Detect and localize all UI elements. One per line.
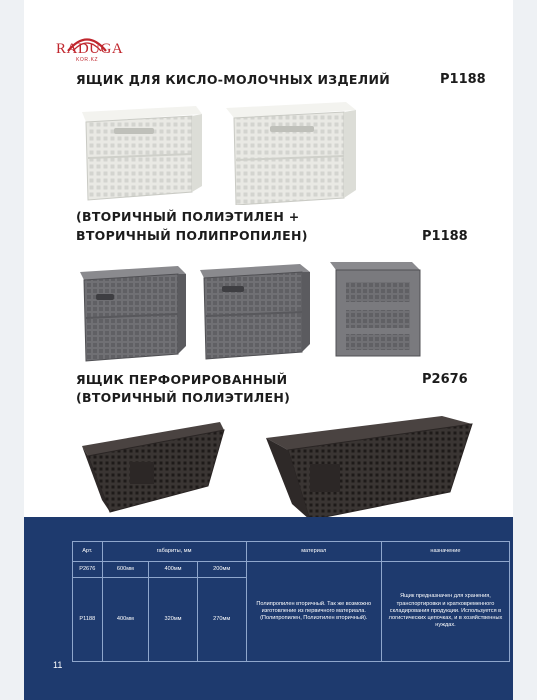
- purpose-cell: Ящик предназначен для хранения, транспортировки и кратковременного складирования продукции. Используется в логистических цепочках, и в хозяйственных нуждах.: [381, 562, 509, 662]
- material-cell: Полипропилен вторичный. Так же возможно изготовление из первичного материала. (Полипропилен, Полиэтилен вторичный).: [246, 562, 381, 662]
- catalog-sheet: [24, 0, 513, 700]
- row-2-length: 400мм: [102, 578, 149, 662]
- header-material: материал: [246, 542, 381, 562]
- product-3-title-line-2: (ВТОРИЧНЫЙ ПОЛИЭТИЛЕН): [76, 390, 291, 405]
- grey-crates-image: [74, 258, 424, 363]
- product-2-code: P1188: [422, 229, 468, 244]
- table-row: [73, 562, 510, 578]
- product-2-title-line-1: (ВТОРИЧНЫЙ ПОЛИЭТИЛЕН +: [76, 209, 300, 224]
- product-1-title: ЯЩИК ДЛЯ КИСЛО-МОЛОЧНЫХ ИЗДЕЛИЙ: [76, 72, 390, 87]
- product-3-code: P2676: [422, 372, 468, 387]
- header-dimensions: габариты, мм: [102, 542, 246, 562]
- product-1-code: P1188: [440, 72, 486, 87]
- raduga-logo: [52, 34, 122, 70]
- perforated-crates-image: [80, 412, 480, 522]
- row-2-height: 270мм: [197, 578, 246, 662]
- row-1-height: 200мм: [197, 562, 246, 578]
- header-art: Арт.: [73, 542, 103, 562]
- white-crates-image: [74, 100, 364, 205]
- row-1-art: P2676: [73, 562, 103, 578]
- row-1-length: 600мм: [102, 562, 149, 578]
- header-purpose: назначение: [381, 542, 509, 562]
- page-number: 11: [53, 660, 63, 670]
- row-1-width: 400мм: [149, 562, 198, 578]
- logo-domain: KOR.KZ: [76, 57, 99, 63]
- specs-table: [72, 541, 510, 662]
- logo-name: RADUGA: [56, 41, 124, 57]
- row-2-width: 320мм: [149, 578, 198, 662]
- table-header-row: [73, 542, 510, 562]
- product-2-title-line-2: ВТОРИЧНЫЙ ПОЛИПРОПИЛЕН): [76, 228, 308, 243]
- product-3-title-line-1: ЯЩИК ПЕРФОРИРОВАННЫЙ: [76, 372, 288, 387]
- row-2-art: P1188: [73, 578, 103, 662]
